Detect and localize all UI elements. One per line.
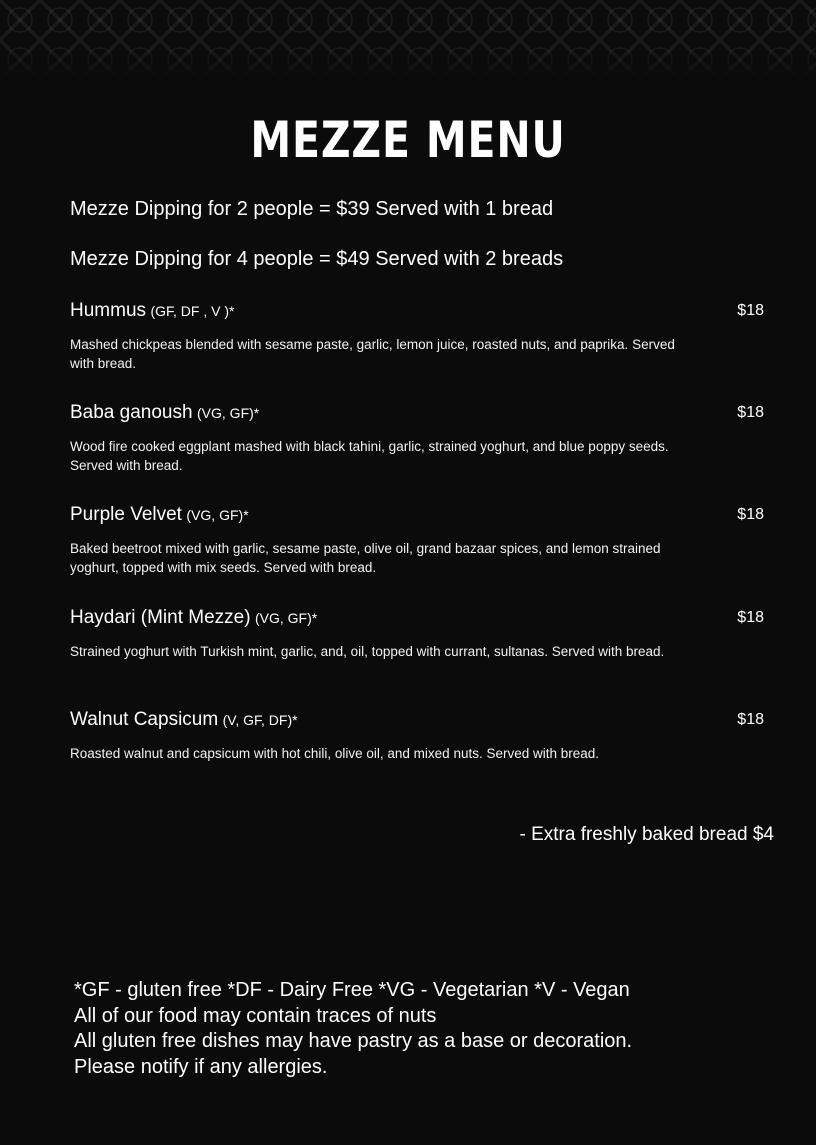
menu-item-purple-velvet [70, 502, 764, 577]
page-title: MEZZE MENU [250, 111, 566, 169]
menu-item-haydari [70, 605, 764, 661]
item-name: Haydari (Mint Mezze) [70, 607, 251, 628]
item-tags: (VG, GF)* [255, 610, 318, 626]
item-description: Baked beetroot mixed with garlic, sesame paste, olive oil, grand bazaar spices, and lemon strained yoghurt, topped with mix seeds. Served with bread. [70, 541, 661, 575]
nuts-notice: All of our food may contain traces of nuts [74, 1004, 437, 1027]
menu-item-baba-ganoush [70, 400, 764, 475]
item-name: Walnut Capsicum [70, 709, 219, 730]
decorative-star-pattern [0, 0, 816, 80]
item-description: Strained yoghurt with Turkish mint, garlic, and, oil, topped with currant, sultanas. Served with bread. [70, 644, 665, 659]
item-tags: (VG, GF)* [197, 405, 260, 421]
allergy-notice: Please notify if any allergies. [74, 1055, 328, 1078]
menu-item-hummus [70, 298, 764, 373]
item-tags: (GF, DF , V )* [150, 303, 235, 319]
item-description: Wood fire cooked eggplant mashed with black tahini, garlic, strained yoghurt, and blue poppy seeds. Served with bread. [70, 439, 669, 473]
item-name: Hummus [70, 300, 147, 321]
offer-line-2-people: Mezze Dipping for 2 people = $39 Served with 1 bread [70, 198, 554, 220]
gluten-notice: All gluten free dishes may have pastry as a base or decoration. [74, 1030, 633, 1052]
item-tags: (VG, GF)* [186, 507, 249, 523]
item-description: Mashed chickpeas blended with sesame paste, garlic, lemon juice, roasted nuts, and paprika. Served with bread. [70, 337, 675, 371]
item-price: $18 [737, 711, 764, 728]
item-price: $18 [737, 302, 764, 319]
offer-line-4-people: Mezze Dipping for 4 people = $49 Served with 2 breads [70, 248, 564, 270]
dietary-footer [74, 978, 632, 1080]
item-tags: (V, GF, DF)* [222, 712, 298, 728]
item-price: $18 [737, 609, 764, 626]
menu-item-walnut-capsicum [70, 707, 764, 763]
item-price: $18 [737, 506, 764, 523]
item-price: $18 [737, 404, 764, 421]
item-name: Purple Velvet [70, 504, 182, 525]
item-description: Roasted walnut and capsicum with hot chili, olive oil, and mixed nuts. Served with bread. [70, 746, 600, 761]
extra-bread-note: - Extra freshly baked bread $4 [519, 824, 774, 845]
item-name: Baba ganoush [70, 402, 193, 423]
dietary-legend: *GF - gluten free *DF - Dairy Free *VG - Vegetarian *V - Vegan [74, 979, 630, 1001]
